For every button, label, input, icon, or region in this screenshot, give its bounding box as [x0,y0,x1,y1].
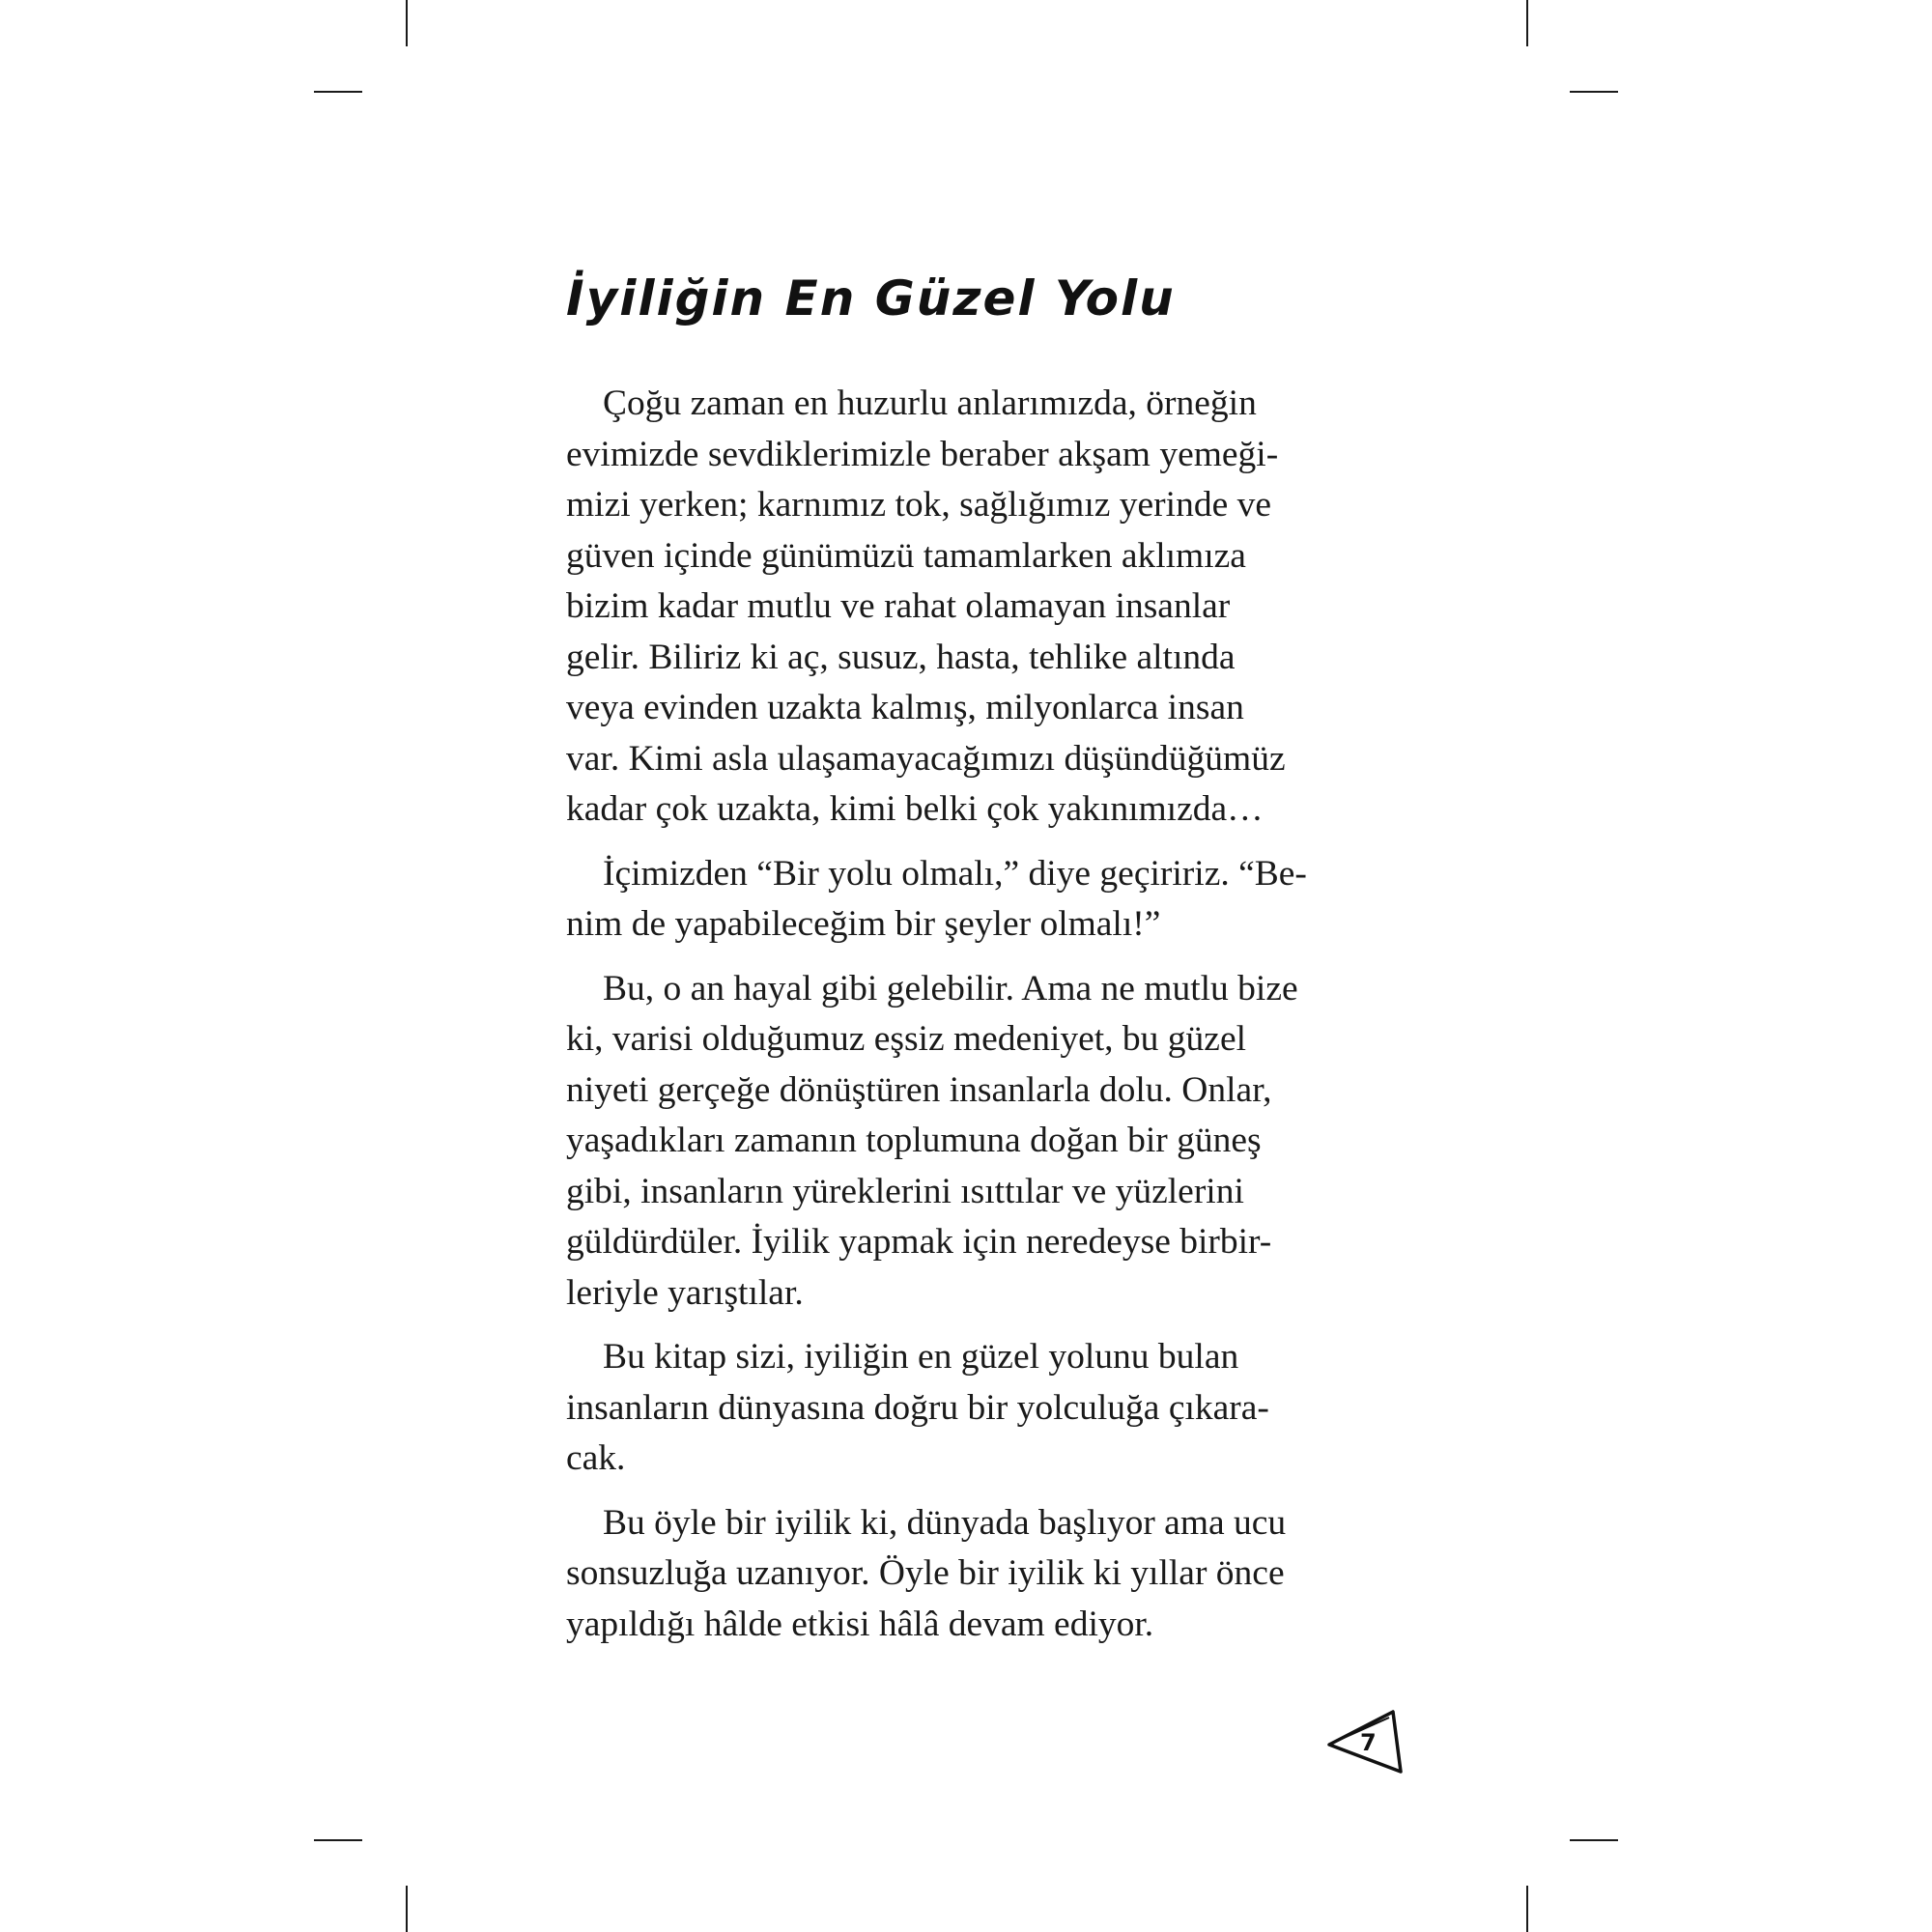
crop-mark-left-top [314,91,362,93]
crop-mark-left-bottom [314,1839,362,1841]
crop-mark-top-right [1526,0,1528,46]
paragraph-2: İçimizden “Bir yolu olmalı,” diye geçiririz. “Be- nim de yapabileceğim bir şeyler olmalı!” [566,853,1307,944]
body-text [566,379,1391,1663]
paragraph-4: Bu kitap sizi, iyiliğin en güzel yolunu bulan insanların dünyasına doğru bir yolculuğa çıkara- cak. [566,1337,1269,1478]
paragraph-5: Bu öyle bir iyilik ki, dünyada başlıyor ama ucu sonsuzluğa uzanıyor. Öyle bir iyilik ki yıllar önce yapıldığı hâlde etkisi hâlâ devam ediyor. [566,1502,1287,1644]
page-number: 7 [1360,1729,1377,1756]
crop-mark-bottom-right [1526,1886,1528,1932]
crop-mark-right-bottom [1570,1839,1618,1841]
crop-mark-right-top [1570,91,1618,93]
page-number-badge [1325,1708,1403,1777]
paragraph-3: Bu, o an hayal gibi gelebilir. Ama ne mutlu bize ki, varisi olduğumuz eşsiz medeniyet, bu güzel niyeti gerçeğe dönüştüren insanlarla dolu. Onlar, yaşadıkları zamanın toplumuna doğan bir güneş gibi, insanların yüreklerini ısıttılar ve yüzlerini güldürdüler. İyilik yapmak için neredeyse birbir- leriyle yarıştılar. [566,968,1298,1313]
paragraph-1: Çoğu zaman en huzurlu anlarımızda, örneğin evimizde sevdiklerimizle beraber akşam yemeği- mizi yerken; karnımız tok, sağlığımız yerinde ve güven içinde günümüzü tamamlarken aklımıza bizim kadar mutlu ve rahat olamayan insanlar gelir. Biliriz ki aç, susuz, hasta, tehlike altında veya evinden uzakta kalmış, milyonlarca insan var. Kimi asla ulaşamayacağımızı düşündüğümüz kadar çok uzakta, kimi belki çok yakınımızda… [566,384,1286,829]
crop-mark-top-left [406,0,408,46]
chapter-title: İyiliğin En Güzel Yolu [566,270,1176,327]
crop-mark-bottom-left [406,1886,408,1932]
